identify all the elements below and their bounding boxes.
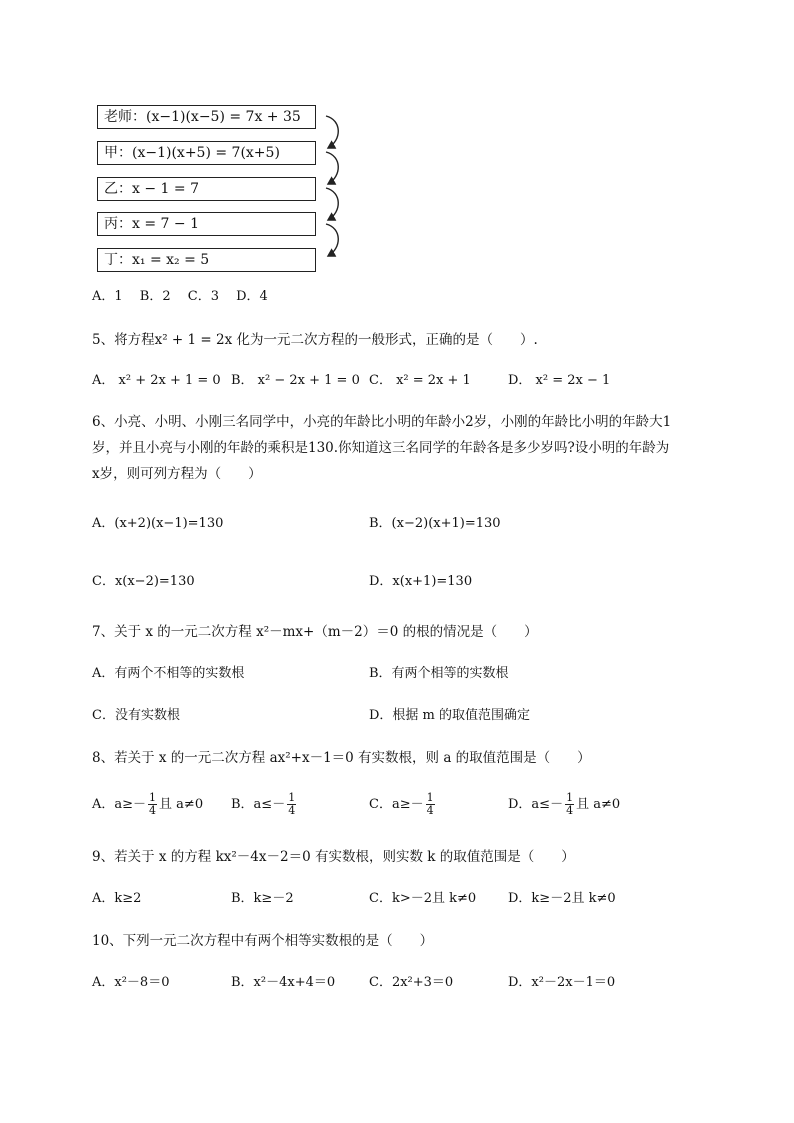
q5-option-a: A． x² + 2x + 1 = 0 bbox=[92, 373, 221, 388]
q7-option-b: B．有两个相等的实数根 bbox=[369, 666, 509, 681]
q8-option-a bbox=[92, 792, 203, 817]
q8-stem: 8、若关于 x 的一元二次方程 ax²+x－1＝0 有实数根，则 a 的取值范围是（ ） bbox=[92, 750, 591, 766]
q6-stem-line3: x岁，则可列方程为（ ） bbox=[92, 466, 262, 482]
q10-option-d: D．x²－2x－1＝0 bbox=[508, 975, 616, 990]
q4-options: A．1 B．2 C．3 D．4 bbox=[92, 289, 268, 304]
q8-option-c bbox=[369, 792, 437, 817]
q8-option-c-prefix: C．a≥－ bbox=[369, 797, 424, 812]
q9-option-a: A．k≥2 bbox=[92, 891, 142, 906]
q7-option-c: C．没有实数根 bbox=[92, 708, 180, 723]
q5-option-b: B． x² − 2x + 1 = 0 bbox=[231, 373, 360, 388]
q9-option-d: D．k≥－2且 k≠0 bbox=[508, 891, 616, 906]
q5-stem: 5、将方程x² + 1 = 2x 化为一元二次方程的一般形式，正确的是（ ）. bbox=[92, 332, 538, 348]
fraction-numerator: 1 bbox=[149, 791, 157, 804]
step-arrows bbox=[318, 108, 358, 276]
q10-option-c: C．2x²+3＝0 bbox=[369, 975, 454, 990]
q8-option-a-prefix: A．a≥－ bbox=[92, 797, 147, 812]
q10-stem: 10、下列一元二次方程中有两个相等实数根的是（ ） bbox=[92, 933, 434, 949]
q8-option-b-prefix: B．a≤－ bbox=[231, 797, 286, 812]
fraction bbox=[287, 792, 296, 817]
arrow-curve-2 bbox=[326, 152, 338, 184]
fraction-denominator: 4 bbox=[149, 804, 157, 817]
q8-option-d-suffix: 且 a≠0 bbox=[576, 797, 621, 812]
jia-equation: 甲：(x−1)(x+5) = 7(x+5) bbox=[104, 145, 280, 161]
q6-option-c: C．x(x−2)=130 bbox=[92, 574, 195, 589]
fraction bbox=[565, 792, 574, 817]
q5-option-d: D． x² = 2x − 1 bbox=[508, 373, 611, 388]
q7-stem: 7、关于 x 的一元二次方程 x²－mx+（m－2）＝0 的根的情况是（ ） bbox=[92, 624, 538, 640]
ding-equation: 丁：x₁ = x₂ = 5 bbox=[104, 252, 210, 268]
q9-option-b: B．k≥－2 bbox=[231, 891, 294, 906]
ding-equation-box bbox=[97, 248, 316, 272]
fraction-denominator: 4 bbox=[566, 804, 574, 817]
arrow-curve-1 bbox=[326, 116, 338, 148]
bing-equation-box bbox=[97, 212, 316, 236]
q10-option-b: B．x²－4x+4＝0 bbox=[231, 975, 336, 990]
fraction-denominator: 4 bbox=[426, 804, 434, 817]
q9-stem: 9、若关于 x 的方程 kx²－4x－2＝0 有实数根，则实数 k 的取值范围是（ ） bbox=[92, 849, 575, 865]
arrow-curve-4 bbox=[326, 224, 338, 256]
q8-option-b bbox=[231, 792, 298, 817]
q7-option-d: D．根据 m 的取值范围确定 bbox=[369, 708, 531, 723]
q8-option-d-prefix: D．a≤－ bbox=[508, 797, 564, 812]
fraction-numerator: 1 bbox=[566, 791, 574, 804]
fraction bbox=[426, 792, 435, 817]
q6-option-d: D．x(x+1)=130 bbox=[369, 574, 473, 589]
q9-option-c: C．k>－2且 k≠0 bbox=[369, 891, 477, 906]
arrow-curve-3 bbox=[326, 188, 338, 220]
q7-option-a: A．有两个不相等的实数根 bbox=[92, 666, 245, 681]
q6-stem-line1: 6、小亮、小明、小刚三名同学中，小亮的年龄比小明的年龄小2岁，小刚的年龄比小明的年龄大1 bbox=[92, 414, 672, 430]
fraction bbox=[148, 792, 157, 817]
q6-stem-line2: 岁，并且小亮与小刚的年龄的乘积是130.你知道这三名同学的年龄各是多少岁吗?设小明的年龄为 bbox=[92, 440, 670, 456]
fraction-numerator: 1 bbox=[426, 791, 434, 804]
teacher-equation-box bbox=[97, 105, 316, 129]
teacher-equation: 老师：(x−1)(x−5) = 7x + 35 bbox=[104, 109, 301, 125]
fraction-denominator: 4 bbox=[288, 804, 296, 817]
q8-option-d bbox=[508, 792, 620, 817]
q10-option-a: A．x²－8＝0 bbox=[92, 975, 170, 990]
q8-option-a-suffix: 且 a≠0 bbox=[159, 797, 204, 812]
yi-equation-box bbox=[97, 177, 316, 201]
yi-equation: 乙：x − 1 = 7 bbox=[104, 181, 199, 197]
bing-equation: 丙：x = 7 − 1 bbox=[104, 216, 199, 232]
jia-equation-box bbox=[97, 141, 316, 165]
q5-option-c: C． x² = 2x + 1 bbox=[369, 373, 471, 388]
fraction-numerator: 1 bbox=[288, 791, 296, 804]
q6-option-a: A．(x+2)(x−1)=130 bbox=[92, 516, 224, 531]
q6-option-b: B．(x−2)(x+1)=130 bbox=[369, 516, 501, 531]
